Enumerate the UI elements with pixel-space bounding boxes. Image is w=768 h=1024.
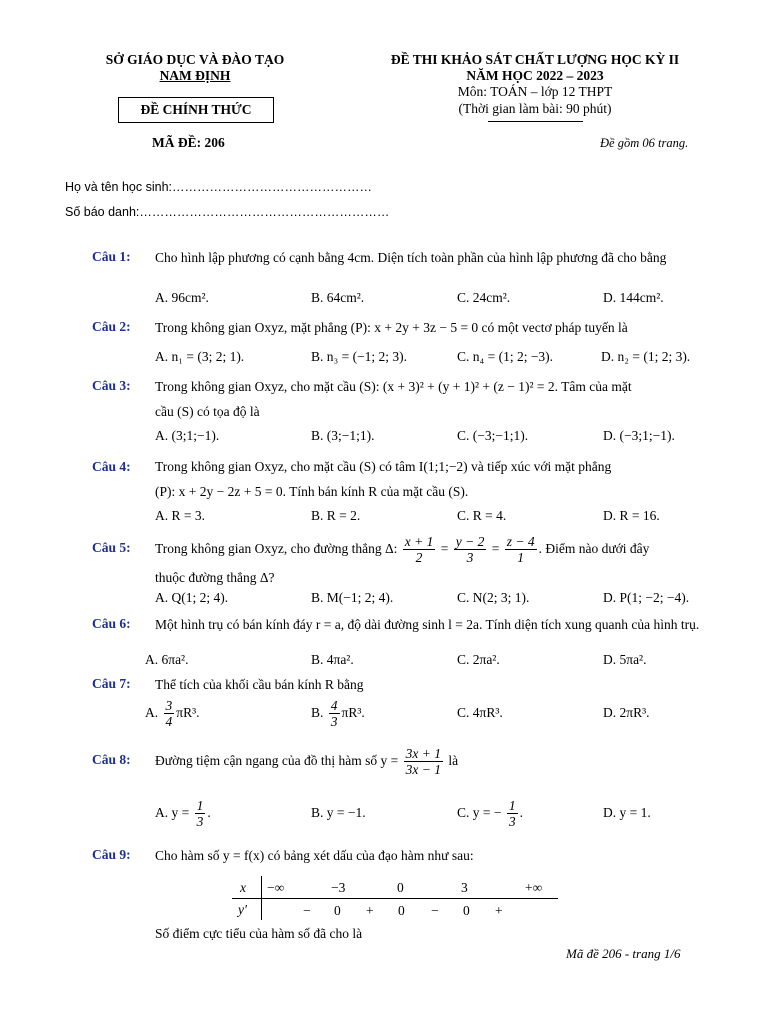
option-b: B. M(−1; 2; 4).	[311, 590, 394, 605]
question-text-pre: Đường tiệm cận ngang của đồ thị hàm số y =	[155, 753, 399, 768]
question-text: Trong không gian Oxyz, mặt phẳng (P): x + 2y + 3z − 5 = 0 có một vectơ pháp tuyến là	[155, 320, 628, 335]
fraction	[507, 798, 518, 829]
question-text: Cho hình lập phương có cạnh bằng 4cm. Diện tích toàn phần của hình lập phương đã cho bằng	[155, 250, 667, 265]
question-label: Câu 8:	[92, 752, 131, 767]
option-c: C. 2πa².	[457, 652, 500, 667]
option-d: D. 144cm².	[603, 290, 664, 305]
option-a: A. n₁ = (3; 2; 1).	[155, 349, 245, 364]
table-divider-h	[232, 898, 558, 899]
numerator: y − 2	[455, 534, 485, 550]
option-c: C. n₄ = (1; 2; −3).	[457, 349, 554, 364]
x-value: +∞	[525, 880, 543, 895]
sign: −	[303, 903, 311, 918]
option-b: B. n₃ = (−1; 2; 3).	[311, 349, 408, 364]
numerator: 3x + 1	[405, 746, 442, 762]
department-name: SỞ GIÁO DỤC VÀ ĐÀO TẠO	[105, 52, 285, 67]
question-text: Cho hàm số y = f(x) có bảng xét dấu của đạo hàm như sau:	[155, 848, 474, 863]
option-b: B. y = −1.	[311, 805, 366, 820]
question-text-cont: thuộc đường thẳng Δ?	[155, 570, 275, 585]
option-letter: B.	[311, 705, 324, 720]
option-letter: A. y =	[155, 805, 190, 820]
option-d: D. (−3;1;−1).	[603, 428, 675, 443]
question-label: Câu 4:	[92, 459, 131, 474]
province-name: NAM ĐỊNH	[159, 68, 231, 83]
option-d: D. P(1; −2; −4).	[603, 590, 690, 605]
student-name-field: Họ và tên học sinh:…………………………………………	[65, 180, 373, 194]
fraction	[329, 698, 340, 729]
table-divider-v	[261, 876, 262, 920]
option-a: A. 6πa².	[145, 652, 189, 667]
page-count: Đề gồm 06 trang.	[600, 136, 689, 150]
question-text: Trong không gian Oxyz, cho đường thẳng Δ: $\frac{x + 1}{2}$ = $\frac{y - 2}{3}$ = $\frac{z - 4}{1}$ . Điểm nào dưới đây	[155, 534, 650, 566]
denominator: 3	[466, 550, 474, 566]
question-text: Một hình trụ có bán kính đáy r = a, độ dài đường sinh l = 2a. Tính diện tích xung quanh của hình trụ.	[155, 617, 700, 632]
exam-code: MÃ ĐỀ: 206	[152, 135, 225, 150]
question-text: Trong không gian Oxyz, cho mặt cầu (S): (x + 3)² + (y + 1)² + (z − 1)² = 2. Tâm của mặt	[155, 379, 632, 394]
x-value: −3	[331, 880, 346, 895]
option-d: D. R = 16.	[603, 508, 660, 523]
page-footer: Mã đề 206 - trang 1/6	[566, 946, 681, 961]
denominator: 1	[517, 550, 525, 566]
option-letter: C. y = −	[457, 805, 502, 820]
sign: −	[431, 903, 439, 918]
denominator: 4	[165, 714, 173, 730]
question-text	[155, 743, 458, 779]
subject: Môn: TOÁN – lớp 12 THPT	[457, 84, 613, 99]
header-divider	[488, 121, 583, 122]
sign: 0	[463, 903, 470, 918]
question-label: Câu 5:	[92, 540, 131, 555]
x-value: 0	[397, 880, 404, 895]
question-label: Câu 1:	[92, 249, 131, 264]
fraction	[195, 798, 206, 829]
time-limit: (Thời gian làm bài: 90 phút)	[458, 101, 612, 116]
option-b	[311, 697, 365, 729]
option-a	[145, 697, 200, 729]
question-label: Câu 2:	[92, 319, 131, 334]
question-label: Câu 9:	[92, 847, 131, 862]
exam-title: ĐỀ THI KHẢO SÁT CHẤT LƯỢNG HỌC KỲ II	[390, 52, 680, 67]
y-label: y′	[238, 902, 247, 917]
denominator: 3x − 1	[405, 762, 442, 778]
option-c: C. 4πR³.	[457, 705, 503, 720]
option-b: B. (3;−1;1).	[311, 428, 375, 443]
denominator: 2	[415, 550, 423, 566]
option-a: A. 96cm².	[155, 290, 209, 305]
option-c: C. N(2; 3; 1).	[457, 590, 530, 605]
student-id-field: Số báo danh:……………………………………………………	[65, 205, 390, 219]
option-d: D. y = 1.	[603, 805, 651, 820]
option-d: D. 5πa².	[603, 652, 647, 667]
question-followup: Số điểm cực tiểu của hàm số đã cho là	[155, 926, 363, 941]
option-a: A. y = $\frac{1}{3}$ .	[155, 798, 211, 830]
option-a: A. R = 3.	[155, 508, 205, 523]
option-d: D. 2πR³.	[603, 705, 650, 720]
x-value: 3	[461, 880, 468, 895]
sign: +	[366, 903, 374, 918]
denominator: 3	[196, 814, 204, 830]
numerator: x + 1	[404, 534, 434, 550]
numerator: 3	[165, 698, 173, 714]
question-text: Trong không gian Oxyz, cho mặt cầu (S) có tâm I(1;1;−2) và tiếp xúc với mặt phẳng	[155, 459, 612, 474]
option-b: B. 4πa².	[311, 652, 354, 667]
option-d: D. n₂ = (1; 2; 3).	[601, 349, 691, 364]
option-tail: πR³.	[341, 705, 365, 720]
numerator: 4	[330, 698, 338, 714]
option-tail: πR³.	[176, 705, 200, 720]
question-text: Thể tích của khối cầu bán kính R bằng	[155, 677, 364, 692]
question-text-pre: Trong không gian Oxyz, cho đường thẳng Δ:	[155, 541, 398, 556]
numerator: z − 4	[506, 534, 535, 550]
sign: 0	[398, 903, 405, 918]
x-value: −∞	[267, 880, 285, 895]
sign: 0	[334, 903, 341, 918]
fraction	[404, 746, 443, 777]
official-stamp: ĐỀ CHÍNH THỨC	[118, 97, 274, 123]
option-c: C. R = 4.	[457, 508, 507, 523]
x-label: x	[240, 880, 246, 895]
denominator: 3	[330, 714, 338, 730]
option-c: C. (−3;−1;1).	[457, 428, 529, 443]
numerator: 1	[508, 798, 516, 814]
sign: +	[495, 903, 503, 918]
option-b: B. R = 2.	[311, 508, 361, 523]
option-a: A. (3;1;−1).	[155, 428, 220, 443]
question-text-cont: (P): x + 2y − 2z + 5 = 0. Tính bán kính R của mặt cầu (S).	[155, 484, 469, 499]
sign-table	[232, 876, 562, 922]
question-text-post: . Điểm nào dưới đây	[538, 541, 650, 556]
fraction	[164, 698, 175, 729]
option-a: A. Q(1; 2; 4).	[155, 590, 229, 605]
numerator: 1	[196, 798, 204, 814]
question-label: Câu 6:	[92, 616, 131, 631]
option-b: B. 64cm².	[311, 290, 365, 305]
question-text-post: là	[448, 753, 459, 768]
question-label: Câu 3:	[92, 378, 131, 393]
fraction	[505, 534, 537, 565]
option-letter: A.	[145, 705, 159, 720]
fraction	[403, 534, 436, 565]
question-text-cont: cầu (S) có tọa độ là	[155, 404, 260, 419]
question-label: Câu 7:	[92, 676, 131, 691]
fraction	[454, 534, 487, 565]
school-year: NĂM HỌC 2022 – 2023	[466, 68, 604, 83]
option-c: C. y = − $\frac{1}{3}$ .	[457, 798, 523, 830]
denominator: 3	[508, 814, 516, 830]
option-c: C. 24cm².	[457, 290, 511, 305]
